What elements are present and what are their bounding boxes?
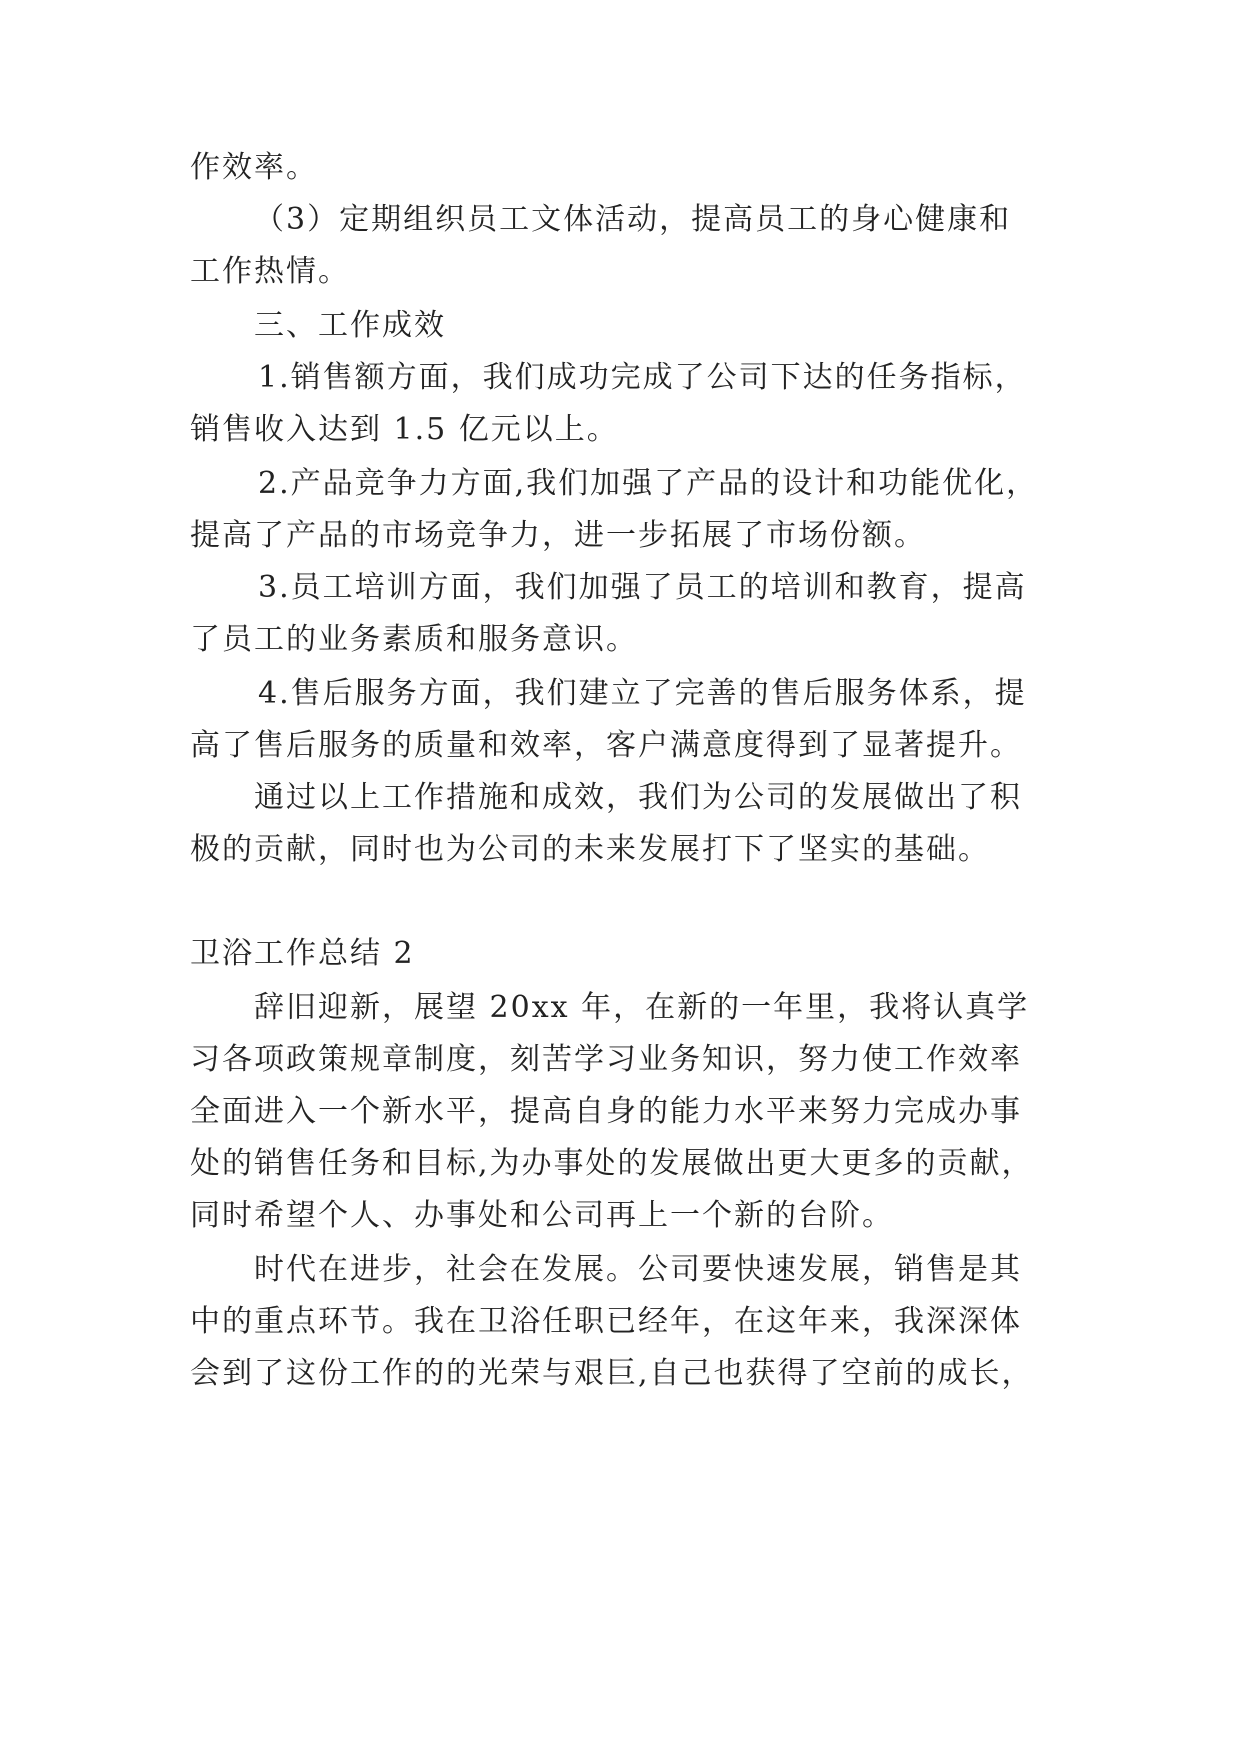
para2-line-2: 中的重点环节。我在卫浴任职已经年，在这年来，我深深体 bbox=[190, 1304, 1022, 1339]
result-1-line-2: 销售收入达到 1.5 亿元以上。 bbox=[190, 412, 619, 447]
result-3-line-1: 3.员工培训方面，我们加强了员工的培训和教育，提高 bbox=[258, 570, 1027, 605]
result-2-line-1: 2.产品竞争力方面,我们加强了产品的设计和功能优化， bbox=[258, 466, 1039, 501]
result-4-line-2: 高了售后服务的质量和效率，客户满意度得到了显著提升。 bbox=[190, 728, 1022, 763]
para1-line-5: 同时希望个人、办事处和公司再上一个新的台阶。 bbox=[190, 1198, 894, 1233]
conclusion-line-1: 通过以上工作措施和成效，我们为公司的发展做出了积 bbox=[254, 780, 1022, 815]
section-2-title: 卫浴工作总结 2 bbox=[190, 936, 415, 971]
item3-tail-line: 作效率。 bbox=[190, 150, 318, 185]
item3-line-1: （3）定期组织员工文体活动，提高员工的身心健康和 bbox=[254, 202, 1012, 237]
section-heading-results: 三、工作成效 bbox=[254, 308, 446, 343]
conclusion-line-2: 极的贡献，同时也为公司的未来发展打下了坚实的基础。 bbox=[190, 832, 990, 867]
para2-line-3: 会到了这份工作的的光荣与艰巨,自己也获得了空前的成长， bbox=[190, 1356, 1034, 1391]
result-4-line-1: 4.售后服务方面，我们建立了完善的售后服务体系，提 bbox=[258, 676, 1027, 711]
para2-line-1: 时代在进步，社会在发展。公司要快速发展，销售是其 bbox=[254, 1252, 1022, 1287]
para1-line-3: 全面进入一个新水平，提高自身的能力水平来努力完成办事 bbox=[190, 1094, 1022, 1129]
item3-line-2: 工作热情。 bbox=[190, 254, 350, 289]
para1-line-1: 辞旧迎新，展望 20xx 年，在新的一年里，我将认真学 bbox=[254, 990, 1030, 1025]
result-3-line-2: 了员工的业务素质和服务意识。 bbox=[190, 622, 638, 657]
para1-line-4: 处的销售任务和目标,为办事处的发展做出更大更多的贡献， bbox=[190, 1146, 1034, 1181]
result-2-line-2: 提高了产品的市场竞争力，进一步拓展了市场份额。 bbox=[190, 518, 926, 553]
result-1-line-1: 1.销售额方面，我们成功完成了公司下达的任务指标， bbox=[258, 360, 1027, 395]
para1-line-2: 习各项政策规章制度，刻苦学习业务知识，努力使工作效率 bbox=[190, 1042, 1022, 1077]
